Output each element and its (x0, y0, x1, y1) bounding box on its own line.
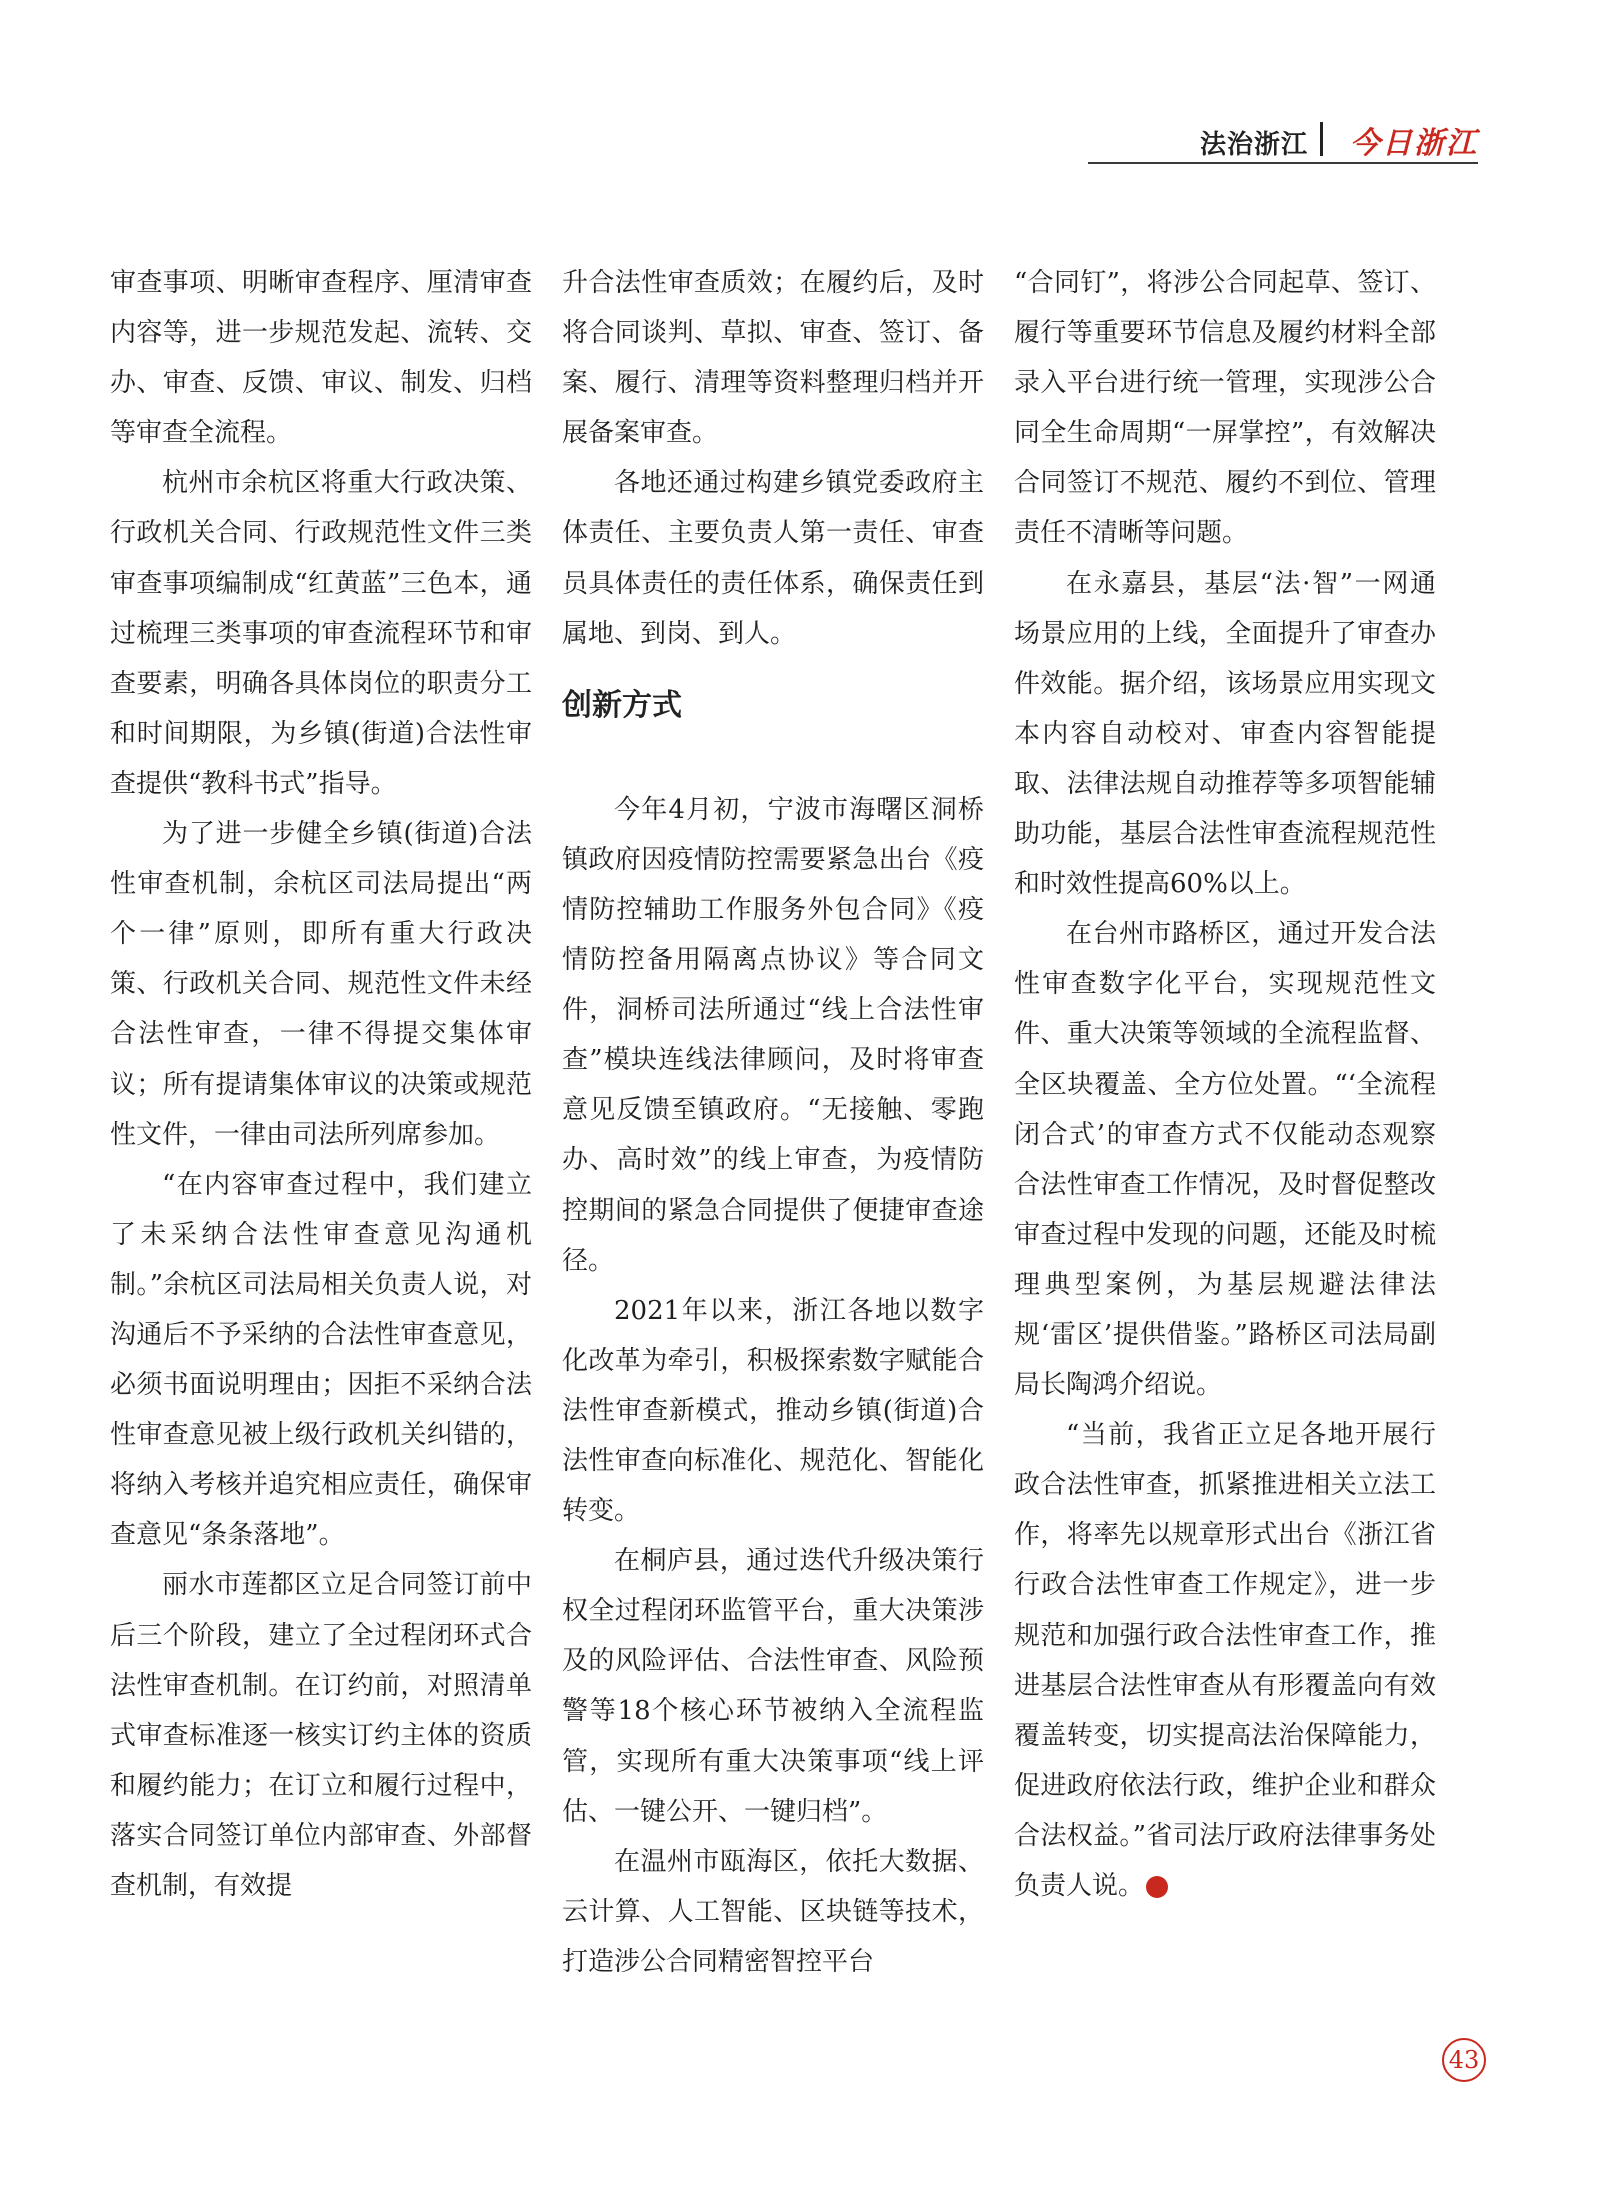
paragraph: 丽水市莲都区立足合同签订前中后三个阶段，建立了全过程闭环式合法性审查机制。在订约前，对照清单式审查标准逐一核实订约主体的资质和履约能力；在订立和履行过程中，落实合同签订单位内部审查、外部督查机制，有效提 (110, 1570, 532, 1901)
paragraph-text: “当前，我省正立足各地开展行政合法性审查，抓紧推进相关立法工作，将率先以规章形式出台《浙江省行政合法性审查工作规定》，进一步规范和加强行政合法性审查工作，推进基层合法性审查从有形覆盖向有效覆盖转变，切实提高法治保障能力，促进政府依法行政，维护企业和群众合法权益。”省司法厅政府法律事务处负责人说。 (1014, 1420, 1436, 1901)
section-subheading: 创新方式 (562, 687, 682, 723)
paragraph: 升合法性审查质效；在履约后，及时将合同谈判、草拟、审查、签订、备案、履行、清理等资料整理归档并开展备案审查。 (562, 268, 984, 449)
paragraph: 今年4月初，宁波市海曙区洞桥镇政府因疫情防控需要紧急出台《疫情防控辅助工作服务外包合同》《疫情防控备用隔离点协议》等合同文件，洞桥司法所通过“线上合法性审查”模块连线法律顾问，及时将审查意见反馈至镇政府。“无接触、零跑办、高时效”的线上审查，为疫情防控期间的紧急合同提供了便捷审查途径。 (562, 794, 984, 1276)
paragraph: 在温州市瓯海区，依托大数据、云计算、人工智能、区块链等技术，打造涉公合同精密智控平台 (562, 1846, 984, 1977)
page-header (1088, 118, 1478, 164)
paragraph (1014, 1410, 1436, 1911)
header-divider (1320, 122, 1323, 156)
paragraph: 杭州市余杭区将重大行政决策、行政机关合同、行政规范性文件三类审查事项编制成“红黄蓝”三色本，通过梳理三类事项的审查流程环节和审查要素，明确各具体岗位的职责分工和时间期限，为乡镇(街道)合法性审查提供“教科书式”指导。 (110, 468, 532, 799)
end-mark-icon: 今 (1146, 1876, 1168, 1898)
paragraph: 为了进一步健全乡镇(街道)合法性审查机制，余杭区司法局提出“两个一律”原则，即所有重大行政决策、行政机关合同、规范性文件未经合法性审查，一律不得提交集体审议；所有提请集体审议的决策或规范性文件，一律由司法所列席参加。 (110, 819, 532, 1150)
paragraph: 在桐庐县，通过迭代升级决策行权全过程闭环监管平台，重大决策涉及的风险评估、合法性审查、风险预警等18个核心环节被纳入全流程监管，实现所有重大决策事项“线上评估、一键公开、一键归档”。 (562, 1546, 984, 1827)
paragraph: 在永嘉县，基层“法·智”一网通场景应用的上线，全面提升了审查办件效能。据介绍，该场景应用实现文本内容自动校对、审查内容智能提取、法律法规自动推荐等多项智能辅助功能，基层合法性审查流程规范性和时效性提高60%以上。 (1014, 568, 1436, 900)
paragraph: 各地还通过构建乡镇党委政府主体责任、主要负责人第一责任、审查员具体责任的责任体系，确保责任到属地、到岗、到人。 (562, 468, 984, 649)
brand-logo: 今日浙江 (1350, 126, 1478, 161)
paragraph: 2021年以来，浙江各地以数字化改革为牵引，积极探索数字赋能合法性审查新模式，推动乡镇(街道)合法性审查向标准化、规范化、智能化转变。 (562, 1295, 984, 1527)
paragraph: 在台州市路桥区，通过开发合法性审查数字化平台，实现规范性文件、重大决策等领域的全流程监督、全区块覆盖、全方位处置。“‘全流程闭合式’的审查方式不仅能动态观察合法性审查工作情况，及时督促整改审查过程中发现的问题，还能及时梳理典型案例，为基层规避法律法规‘雷区’提供借鉴。”路桥区司法局副局长陶鸿介绍说。 (1014, 919, 1436, 1401)
paragraph: “在内容审查过程中，我们建立了未采纳合法性审查意见沟通机制。”余杭区司法局相关负责人说，对沟通后不予采纳的合法性审查意见，必须书面说明理由；因拒不采纳合法性审查意见被上级行政机关纠错的，将纳入考核并追究相应责任，确保审查意见“条条落地”。 (110, 1169, 532, 1551)
article-column-1 (110, 258, 532, 1911)
section-name: 法治浙江 (1199, 130, 1308, 160)
article-column-3 (1014, 258, 1436, 1911)
paragraph: “合同钉”，将涉公合同起草、签订、履行等重要环节信息及履约材料全部录入平台进行统一管理，实现涉公合同全生命周期“一屏掌控”，有效解决合同签订不规范、履约不到位、管理责任不清晰等问题。 (1014, 268, 1436, 549)
article-column-2 (562, 258, 984, 1987)
page-number: 43 (1442, 2038, 1486, 2082)
paragraph: 审查事项、明晰审查程序、厘清审查内容等，进一步规范发起、流转、交办、审查、反馈、审议、制发、归档等审查全流程。 (110, 268, 532, 449)
